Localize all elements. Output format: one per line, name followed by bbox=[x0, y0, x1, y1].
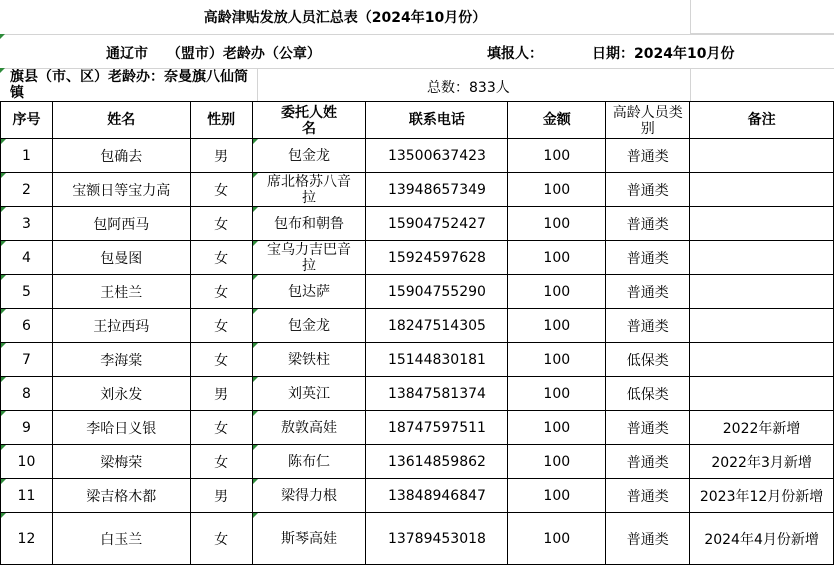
cell-amount-text: 100 bbox=[543, 453, 571, 470]
cell-agent-text: 包布和朝鲁 bbox=[274, 215, 344, 232]
cell-name[interactable] bbox=[52, 411, 190, 445]
table-row bbox=[1, 207, 834, 241]
cell-note[interactable] bbox=[690, 173, 834, 207]
cell-phone-text: 15904755290 bbox=[387, 283, 486, 300]
cell-no-text: 12 bbox=[17, 530, 36, 547]
cell-category[interactable] bbox=[606, 479, 690, 513]
cell-gender-text: 男 bbox=[214, 488, 229, 505]
cell-note-text: 2023年12月份新增 bbox=[699, 488, 824, 505]
cell-category-text: 普通类 bbox=[626, 284, 669, 301]
cell-category-text: 普通类 bbox=[626, 488, 669, 505]
cell-category-text: 普通类 bbox=[626, 318, 669, 335]
cell-note[interactable] bbox=[690, 241, 834, 275]
cell-amount-text: 100 bbox=[543, 419, 571, 436]
cell-phone[interactable] bbox=[366, 445, 508, 479]
cell-agent[interactable] bbox=[252, 513, 366, 565]
col-header-amount[interactable]: 金额 bbox=[508, 102, 606, 139]
cell-gender[interactable] bbox=[190, 513, 252, 565]
col-header-phone[interactable]: 联系电话 bbox=[366, 102, 508, 139]
cell-agent[interactable] bbox=[252, 309, 366, 343]
cell-name-text: 包阿西马 bbox=[93, 216, 150, 233]
table-row bbox=[1, 411, 834, 445]
cell-phone[interactable] bbox=[366, 309, 508, 343]
cell-marker bbox=[253, 173, 258, 178]
cell-name[interactable] bbox=[52, 479, 190, 513]
cell-note-text: 2024年4月份新增 bbox=[704, 531, 819, 548]
cell-category[interactable] bbox=[606, 445, 690, 479]
col-header-category-label: 高龄人员类别 bbox=[612, 104, 683, 137]
cell-category-text: 普通类 bbox=[626, 531, 669, 548]
cell-name[interactable] bbox=[52, 275, 190, 309]
cell-category-text: 普通类 bbox=[626, 454, 669, 471]
cell-phone[interactable] bbox=[366, 513, 508, 565]
grid-line bbox=[690, 68, 691, 101]
cell-no-text: 4 bbox=[22, 249, 31, 266]
cell-agent[interactable] bbox=[252, 241, 366, 275]
cell-gender[interactable] bbox=[190, 445, 252, 479]
cell-gender[interactable] bbox=[190, 479, 252, 513]
cell-amount[interactable] bbox=[508, 479, 606, 513]
cell-gender-text: 女 bbox=[214, 352, 229, 369]
col-header-agent[interactable] bbox=[252, 102, 366, 139]
cell-gender[interactable] bbox=[190, 309, 252, 343]
cell-marker bbox=[1, 207, 6, 212]
cell-marker bbox=[1, 411, 6, 416]
cell-no-text: 1 bbox=[22, 147, 31, 164]
cell-marker bbox=[1, 445, 6, 450]
cell-no[interactable] bbox=[1, 445, 53, 479]
cell-agent-text: 刘英江 bbox=[288, 385, 330, 402]
cell-agent[interactable] bbox=[252, 207, 366, 241]
cell-phone-text: 13847581374 bbox=[387, 385, 486, 402]
cell-marker bbox=[253, 275, 258, 280]
cell-amount-text: 100 bbox=[543, 487, 571, 504]
table-row bbox=[1, 513, 834, 565]
cell-gender[interactable] bbox=[190, 411, 252, 445]
table-row bbox=[1, 241, 834, 275]
cell-name-text: 李海棠 bbox=[100, 352, 143, 369]
cell-phone-text: 13848946847 bbox=[387, 487, 486, 504]
cell-marker bbox=[253, 309, 258, 314]
cell-no[interactable] bbox=[1, 207, 53, 241]
cell-name-text: 王桂兰 bbox=[100, 284, 143, 301]
col-header-note[interactable]: 备注 bbox=[690, 102, 834, 139]
cell-amount-text: 100 bbox=[543, 351, 571, 368]
cell-category[interactable] bbox=[606, 411, 690, 445]
cell-marker bbox=[253, 445, 258, 450]
cell-no[interactable] bbox=[1, 343, 53, 377]
cell-marker bbox=[253, 411, 258, 416]
cell-marker bbox=[253, 207, 258, 212]
cell-category[interactable] bbox=[606, 173, 690, 207]
cell-note[interactable] bbox=[690, 139, 834, 173]
cell-phone[interactable] bbox=[366, 207, 508, 241]
cell-marker bbox=[1, 309, 6, 314]
cell-phone-text: 13500637423 bbox=[387, 147, 486, 164]
cell-marker bbox=[0, 34, 5, 39]
cell-name-text: 梁吉格木都 bbox=[86, 488, 157, 505]
cell-gender-text: 女 bbox=[214, 454, 229, 471]
cell-no-text: 9 bbox=[22, 419, 31, 436]
cell-gender-text: 男 bbox=[214, 386, 229, 403]
col-header-agent-label: 委托人姓名 bbox=[281, 104, 337, 137]
table-row bbox=[1, 377, 834, 411]
cell-marker bbox=[0, 68, 5, 73]
table-header-row bbox=[1, 102, 834, 139]
cell-category-text: 普通类 bbox=[626, 216, 669, 233]
cell-agent-text: 梁得力根 bbox=[281, 487, 337, 504]
cell-agent[interactable] bbox=[252, 139, 366, 173]
cell-name[interactable] bbox=[52, 139, 190, 173]
cell-note[interactable] bbox=[690, 309, 834, 343]
cell-amount-text: 100 bbox=[543, 385, 571, 402]
cell-gender[interactable] bbox=[190, 173, 252, 207]
col-header-category[interactable] bbox=[606, 102, 690, 139]
col-header-gender[interactable]: 性别 bbox=[190, 102, 252, 139]
cell-agent-text: 梁铁柱 bbox=[288, 351, 330, 368]
cell-note-text: 2022年3月新增 bbox=[711, 454, 812, 471]
sheet-title: 高龄津贴发放人员汇总表（2024年10月份） bbox=[203, 10, 487, 26]
table-row bbox=[1, 139, 834, 173]
cell-note[interactable] bbox=[690, 513, 834, 565]
cell-marker bbox=[1, 377, 6, 382]
col-header-name[interactable]: 姓名 bbox=[52, 102, 190, 139]
cell-marker bbox=[1, 275, 6, 280]
cell-gender[interactable] bbox=[190, 241, 252, 275]
cell-phone[interactable] bbox=[366, 343, 508, 377]
cell-name[interactable] bbox=[52, 377, 190, 411]
cell-category-text: 普通类 bbox=[626, 420, 669, 437]
cell-no[interactable] bbox=[1, 411, 53, 445]
date-label: 日期：2024年10月份 bbox=[592, 46, 735, 62]
cell-phone-text: 15904752427 bbox=[387, 215, 486, 232]
cell-name-text: 白玉兰 bbox=[100, 531, 143, 548]
cell-gender-text: 男 bbox=[214, 148, 229, 165]
cell-marker bbox=[1, 139, 6, 144]
table-row bbox=[1, 173, 834, 207]
cell-gender[interactable] bbox=[190, 139, 252, 173]
cell-category[interactable] bbox=[606, 139, 690, 173]
cell-phone-text: 13614859862 bbox=[387, 453, 486, 470]
cell-no[interactable] bbox=[1, 139, 53, 173]
cell-agent[interactable] bbox=[252, 343, 366, 377]
cell-gender[interactable] bbox=[190, 207, 252, 241]
cell-no[interactable] bbox=[1, 309, 53, 343]
cell-amount[interactable] bbox=[508, 513, 606, 565]
grid-line bbox=[0, 34, 834, 35]
cell-agent-text: 包金龙 bbox=[288, 317, 330, 334]
cell-phone[interactable] bbox=[366, 479, 508, 513]
cell-marker bbox=[1, 173, 6, 178]
cell-amount[interactable] bbox=[508, 309, 606, 343]
cell-note-text: 2022年新增 bbox=[722, 420, 801, 437]
cell-marker bbox=[253, 343, 258, 348]
cell-category[interactable] bbox=[606, 513, 690, 565]
cell-phone-text: 15924597628 bbox=[387, 249, 486, 266]
cell-amount-text: 100 bbox=[543, 181, 571, 198]
cell-phone-text: 13789453018 bbox=[387, 530, 486, 547]
cell-amount[interactable] bbox=[508, 173, 606, 207]
total-label: 总数：833人 bbox=[427, 80, 510, 96]
cell-note[interactable] bbox=[690, 445, 834, 479]
empty-cell[interactable] bbox=[690, 0, 834, 34]
cell-category-text: 普通类 bbox=[626, 148, 669, 165]
cell-agent[interactable] bbox=[252, 411, 366, 445]
cell-category[interactable] bbox=[606, 275, 690, 309]
cell-agent[interactable] bbox=[252, 377, 366, 411]
cell-name-text: 李哈日义银 bbox=[86, 420, 157, 437]
cell-agent-text: 斯琴高娃 bbox=[281, 530, 337, 547]
cell-name[interactable] bbox=[52, 513, 190, 565]
cell-phone[interactable] bbox=[366, 241, 508, 275]
cell-amount[interactable] bbox=[508, 343, 606, 377]
cell-category-text: 普通类 bbox=[626, 250, 669, 267]
cell-no-text: 7 bbox=[22, 351, 31, 368]
cell-amount[interactable] bbox=[508, 411, 606, 445]
cell-name[interactable] bbox=[52, 343, 190, 377]
cell-phone-text: 15144830181 bbox=[387, 351, 486, 368]
cell-phone[interactable] bbox=[366, 377, 508, 411]
cell-name-text: 梁梅荣 bbox=[100, 454, 143, 471]
cell-name[interactable] bbox=[52, 207, 190, 241]
cell-agent-text: 陈布仁 bbox=[288, 453, 330, 470]
cell-amount[interactable] bbox=[508, 207, 606, 241]
cell-note[interactable] bbox=[690, 343, 834, 377]
table-row bbox=[1, 275, 834, 309]
cell-no-text: 6 bbox=[22, 317, 31, 334]
cell-phone[interactable] bbox=[366, 139, 508, 173]
cell-note[interactable] bbox=[690, 377, 834, 411]
col-header-no[interactable]: 序号 bbox=[1, 102, 53, 139]
cell-category[interactable] bbox=[606, 207, 690, 241]
cell-marker bbox=[253, 241, 258, 246]
grid-line bbox=[257, 68, 258, 101]
cell-no[interactable] bbox=[1, 275, 53, 309]
cell-gender[interactable] bbox=[190, 377, 252, 411]
table-row bbox=[1, 479, 834, 513]
cell-agent-text: 敖敦高娃 bbox=[281, 419, 337, 436]
cell-amount-text: 100 bbox=[543, 249, 571, 266]
cell-no[interactable] bbox=[1, 241, 53, 275]
cell-agent[interactable] bbox=[252, 479, 366, 513]
cell-amount-text: 100 bbox=[543, 147, 571, 164]
cell-agent-text: 宝乌力吉巴音拉 bbox=[267, 242, 351, 274]
cell-phone[interactable] bbox=[366, 411, 508, 445]
cell-name-text: 包曼图 bbox=[100, 250, 143, 267]
cell-category[interactable] bbox=[606, 377, 690, 411]
league-label: 通辽市 （盟市）老龄办（公章） bbox=[106, 46, 321, 62]
cell-agent[interactable] bbox=[252, 445, 366, 479]
cell-category-text: 低保类 bbox=[626, 352, 669, 369]
cell-name-text: 刘永发 bbox=[100, 386, 143, 403]
cell-amount[interactable] bbox=[508, 241, 606, 275]
cell-marker bbox=[253, 479, 258, 484]
cell-amount-text: 100 bbox=[543, 530, 571, 547]
table-row bbox=[1, 445, 834, 479]
cell-gender[interactable] bbox=[190, 275, 252, 309]
cell-name[interactable] bbox=[52, 445, 190, 479]
cell-no[interactable] bbox=[1, 173, 53, 207]
cell-note[interactable] bbox=[690, 479, 834, 513]
cell-agent-text: 包达萨 bbox=[288, 283, 330, 300]
cell-gender-text: 女 bbox=[214, 182, 229, 199]
cell-gender-text: 女 bbox=[214, 420, 229, 437]
cell-marker bbox=[253, 513, 258, 518]
cell-no-text: 2 bbox=[22, 181, 31, 198]
cell-name-text: 宝额日等宝力高 bbox=[72, 182, 171, 199]
cell-phone-text: 13948657349 bbox=[387, 181, 486, 198]
cell-marker bbox=[1, 479, 6, 484]
cell-category-text: 低保类 bbox=[626, 386, 669, 403]
cell-amount[interactable] bbox=[508, 139, 606, 173]
cell-marker bbox=[253, 377, 258, 382]
table-row bbox=[1, 343, 834, 377]
cell-gender-text: 女 bbox=[214, 284, 229, 301]
cell-name-text: 王拉西玛 bbox=[93, 318, 150, 335]
cell-note[interactable] bbox=[690, 275, 834, 309]
cell-name[interactable] bbox=[52, 241, 190, 275]
cell-category[interactable] bbox=[606, 309, 690, 343]
cell-marker bbox=[1, 513, 6, 518]
county-label: 旗县（市、区）老龄办：奈曼旗八仙筒镇 bbox=[10, 69, 248, 101]
cell-no-text: 11 bbox=[17, 487, 36, 504]
cell-no-text: 10 bbox=[17, 453, 36, 470]
cell-marker bbox=[253, 139, 258, 144]
cell-gender-text: 女 bbox=[214, 216, 229, 233]
cell-no[interactable] bbox=[1, 479, 53, 513]
cell-marker bbox=[1, 343, 6, 348]
cell-note[interactable] bbox=[690, 207, 834, 241]
data-table bbox=[0, 101, 834, 565]
cell-category[interactable] bbox=[606, 343, 690, 377]
cell-amount[interactable] bbox=[508, 275, 606, 309]
cell-gender[interactable] bbox=[190, 343, 252, 377]
cell-amount[interactable] bbox=[508, 445, 606, 479]
cell-name[interactable] bbox=[52, 173, 190, 207]
cell-agent[interactable] bbox=[252, 173, 366, 207]
cell-amount-text: 100 bbox=[543, 215, 571, 232]
cell-marker bbox=[1, 241, 6, 246]
cell-name[interactable] bbox=[52, 309, 190, 343]
cell-phone[interactable] bbox=[366, 173, 508, 207]
cell-amount-text: 100 bbox=[543, 283, 571, 300]
cell-phone-text: 18747597511 bbox=[387, 419, 486, 436]
cell-agent-text: 包金龙 bbox=[288, 147, 330, 164]
cell-gender-text: 女 bbox=[214, 318, 229, 335]
cell-category[interactable] bbox=[606, 241, 690, 275]
cell-no[interactable] bbox=[1, 377, 53, 411]
cell-phone-text: 18247514305 bbox=[387, 317, 486, 334]
cell-amount[interactable] bbox=[508, 377, 606, 411]
cell-note[interactable] bbox=[690, 411, 834, 445]
cell-agent[interactable] bbox=[252, 275, 366, 309]
cell-amount-text: 100 bbox=[543, 317, 571, 334]
cell-no-text: 3 bbox=[22, 215, 31, 232]
cell-phone[interactable] bbox=[366, 275, 508, 309]
cell-gender-text: 女 bbox=[214, 250, 229, 267]
cell-name-text: 包确去 bbox=[100, 148, 143, 165]
cell-category-text: 普通类 bbox=[626, 182, 669, 199]
cell-agent-text: 席北格苏八音拉 bbox=[267, 174, 351, 206]
cell-gender-text: 女 bbox=[214, 531, 229, 548]
filler-label: 填报人： bbox=[487, 46, 543, 62]
cell-no[interactable] bbox=[1, 513, 53, 565]
cell-no-text: 8 bbox=[22, 385, 31, 402]
table-row bbox=[1, 309, 834, 343]
cell-no-text: 5 bbox=[22, 283, 31, 300]
